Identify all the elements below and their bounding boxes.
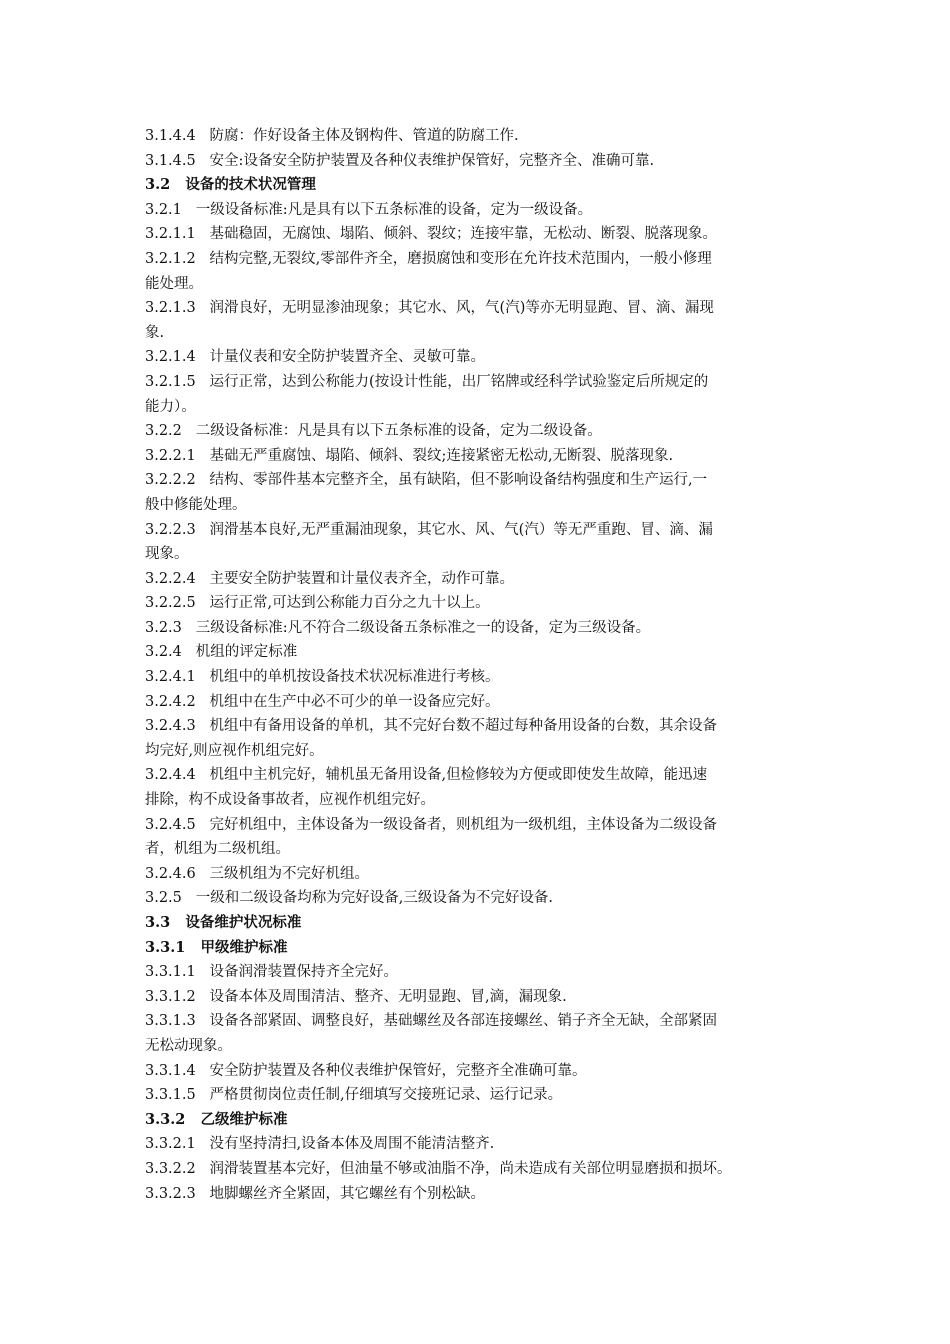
text-line: 3.2.2.4 主要安全防护装置和计量仪表齐全，动作可靠。: [145, 570, 515, 587]
text-line: 3.2.1.1 基础稳固，无腐蚀、塌陷、倾斜、裂纹；连接牢靠，无松动、断裂、脱落现象。: [145, 226, 718, 243]
text-line: 3.2.4.2 机组中在生产中必不可少的单一设备应完好。: [145, 693, 500, 710]
text-line: 无松动现象。: [145, 1037, 232, 1054]
text-line: 象.: [145, 324, 165, 341]
document-body: [145, 124, 825, 1206]
text-line: 3.3.2.2 润滑装置基本完好，但油量不够或油脂不净，尚未造成有关部位明显磨损和损坏。: [145, 1160, 732, 1177]
text-line: 3.2.2.2 结构、零部件基本完整齐全，虽有缺陷，但不影响设备结构强度和生产运行,一: [145, 472, 708, 489]
text-line: 般中修能处理。: [145, 496, 247, 513]
text-line: 3.2.1.3 润滑良好，无明显渗油现象；其它水、风，气(汽)等亦无明显跑、冒、滴、漏现: [145, 300, 714, 317]
text-line: 3.2.4.6 三级机组为不完好机组。: [145, 865, 370, 882]
text-line: 3.2.4.3 机组中有备用设备的单机，其不完好台数不超过每种备用设备的台数，其余设备: [145, 718, 718, 735]
section-heading: 3.3 设备维护状况标准: [145, 914, 302, 931]
text-line: 3.2.2.3 润滑基本良好,无严重漏油现象，其它水、风、气(汽）等无严重跑、冒、滴、漏: [145, 521, 713, 538]
text-line: 3.3.2.3 地脚螺丝齐全紧固，其它螺丝有个别松缺。: [145, 1185, 486, 1202]
text-line: 3.2.4.4 机组中主机完好，辅机虽无备用设备,但检修较为方便或即使发生故障，能迅速: [145, 767, 708, 784]
text-line: 排除，构不成设备事故者，应视作机组完好。: [145, 792, 435, 809]
text-line: 3.2.2.5 运行正常,可达到公称能力百分之九十以上。: [145, 595, 490, 612]
text-line: 能处理。: [145, 275, 203, 292]
text-line: 均完好,则应视作机组完好。: [145, 742, 324, 759]
text-line: 3.3.1.5 严格贯彻岗位责任制,仔细填写交接班记录、运行记录。: [145, 1087, 563, 1104]
text-line: 3.1.4.5 安全:设备安全防护装置及各种仪表维护保管好，完整齐全、准确可靠.: [145, 152, 655, 169]
text-line: 3.2.4.1 机组中的单机按设备技术状况标准进行考核。: [145, 669, 500, 686]
text-line: 现象。: [145, 546, 189, 563]
text-line: 3.2.2.1 基础无严重腐蚀、塌陷、倾斜、裂纹;连接紧密无松动,无断裂、脱落现象.: [145, 447, 674, 464]
text-line: 3.2.2 二级设备标准：凡是具有以下五条标准的设备，定为二级设备。: [145, 423, 602, 440]
text-line: 3.2.4 机组的评定标准: [145, 644, 298, 661]
text-line: 3.3.2.1 没有坚持清扫,设备本体及周围不能清洁整齐.: [145, 1136, 495, 1153]
text-line: 3.2.1.5 运行正常，达到公称能力(按设计性能，出厂铭牌或经科学试验鉴定后所规定的: [145, 373, 709, 390]
text-line: 3.2.4.5 完好机组中，主体设备为一级设备者，则机组为一级机组，主体设备为二级设备: [145, 816, 718, 833]
text-line: 3.3.1.4 安全防护装置及各种仪表维护保管好，完整齐全准确可靠。: [145, 1062, 587, 1079]
text-line: 3.2.1 一级设备标准:凡是具有以下五条标准的设备，定为一级设备。: [145, 201, 593, 218]
text-line: 3.2.3 三级设备标准:凡不符合二级设备五条标准之一的设备，定为三级设备。: [145, 619, 651, 636]
text-line: 能力）。: [145, 398, 196, 415]
text-line: 3.3.1.1 设备润滑装置保持齐全完好。: [145, 964, 399, 981]
section-heading: 3.3.1 甲级维护标准: [145, 938, 288, 956]
text-line: 者，机组为二级机组。: [145, 841, 290, 858]
text-line: 3.3.1.2 设备本体及周围清洁、整齐、无明显跑、冒,滴，漏现象.: [145, 988, 567, 1005]
text-line: 3.2.5 一级和二级设备均称为完好设备,三级设备为不完好设备.: [145, 890, 553, 907]
text-line: 3.2.1.2 结构完整,无裂纹,零部件齐全，磨损腐蚀和变形在允许技术范围内，一般小修理: [145, 250, 712, 267]
section-heading: 3.2 设备的技术状况管理: [145, 176, 316, 194]
text-line: 3.3.1.3 设备各部紧固、调整良好，基础螺丝及各部连接螺丝、销子齐全无缺，全部紧固: [145, 1013, 718, 1030]
text-line: 3.2.1.4 计量仪表和安全防护装置齐全、灵敏可靠。: [145, 349, 486, 366]
text-line: 3.1.4.4 防腐：作好设备主体及钢构件、管道的防腐工作.: [145, 128, 519, 144]
section-heading: 3.3.2 乙级维护标准: [145, 1110, 288, 1128]
